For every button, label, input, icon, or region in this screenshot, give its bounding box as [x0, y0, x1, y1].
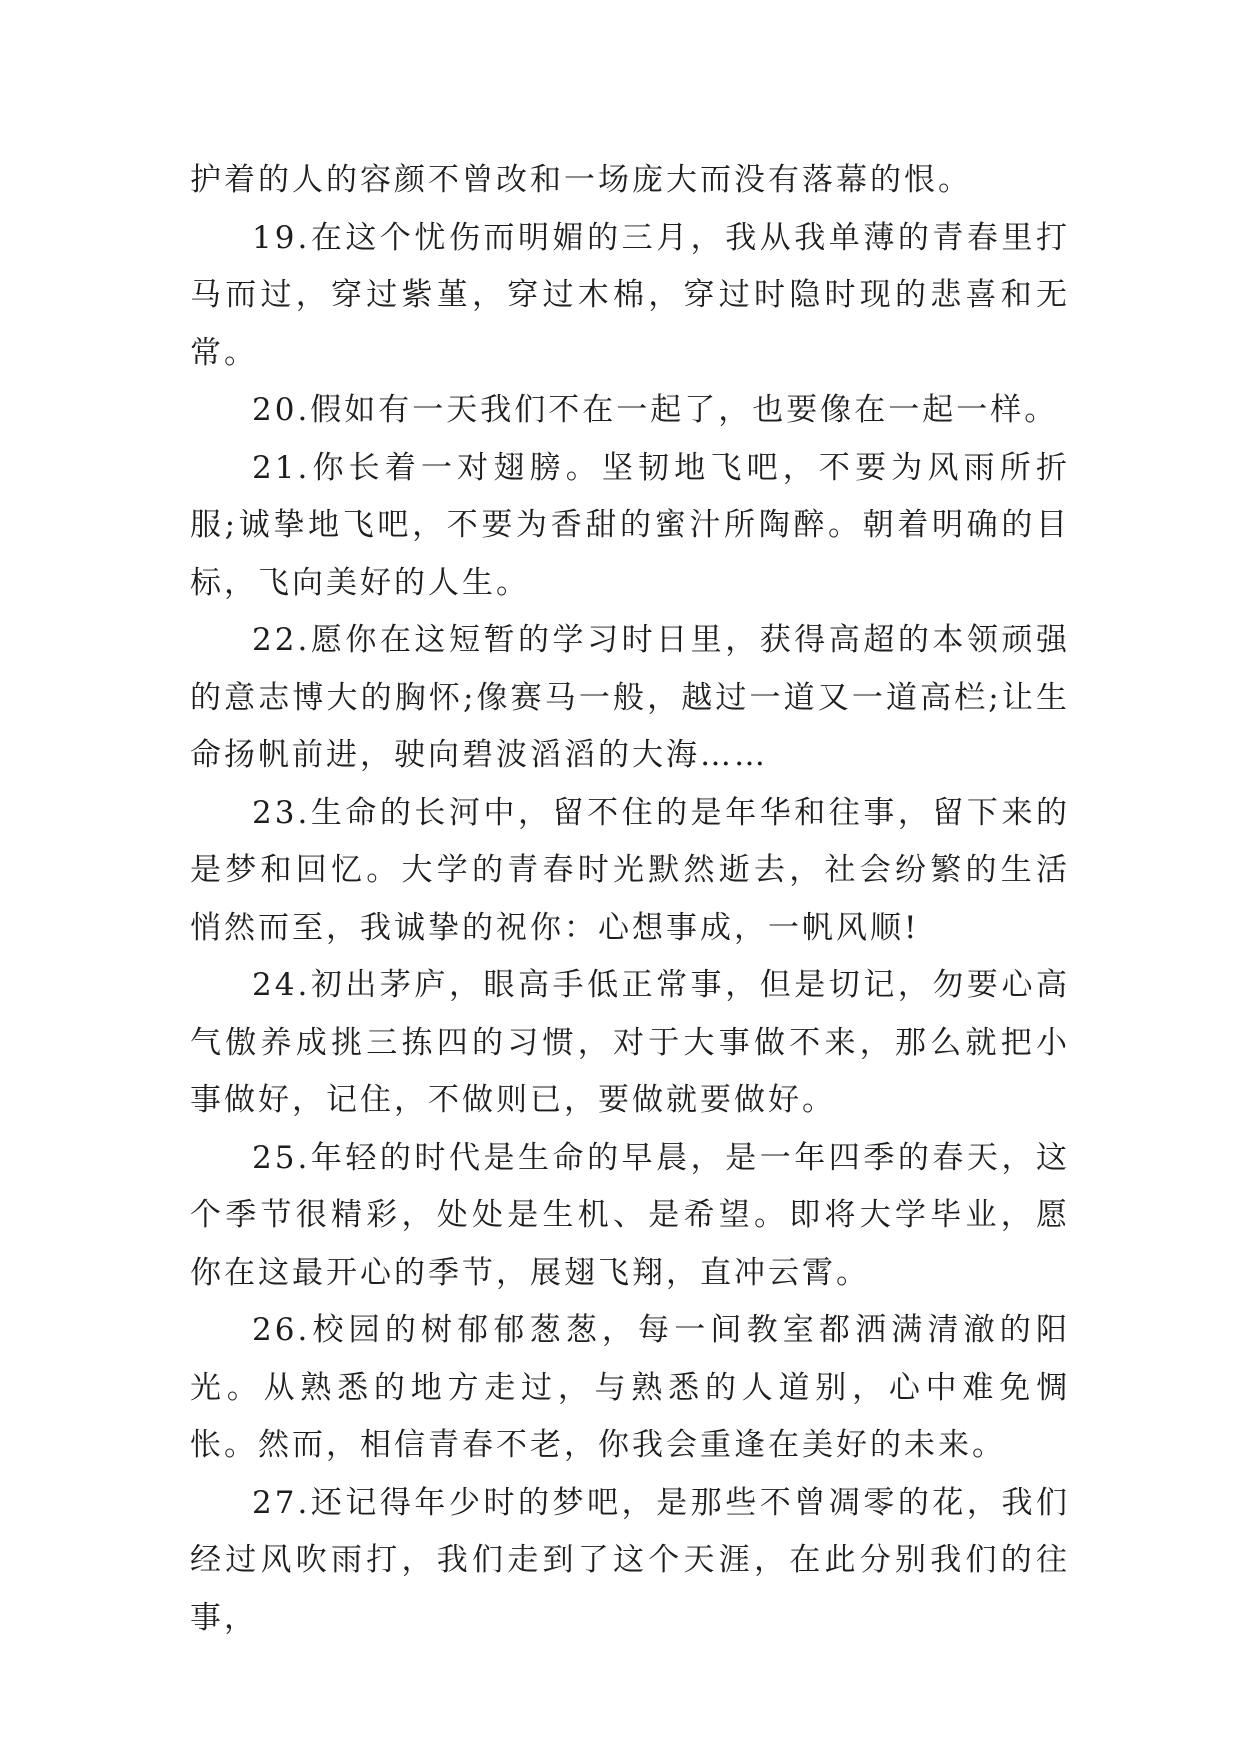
- paragraph-item-23: 23.生命的长河中，留不住的是年华和往事，留下来的是梦和回忆。大学的青春时光默然逝去，社会纷繁的生活悄然而至，我诚挚的祝你：心想事成，一帆风顺!: [190, 794, 1070, 946]
- paragraph-item-26: 26.校园的树郁郁葱葱，每一间教室都洒满清澈的阳光。从熟悉的地方走过，与熟悉的人道别，心中难免惆怅。然而，相信青春不老，你我会重逢在美好的未来。: [190, 1312, 1070, 1463]
- paragraph-item-21: 21.你长着一对翅膀。坚韧地飞吧，不要为风雨所折服;诚挚地飞吧，不要为香甜的蜜汁所陶醉。朝着明确的目标，飞向美好的人生。: [190, 449, 1070, 601]
- paragraph-item-19: 19.在这个忧伤而明媚的三月，我从我单薄的青春里打马而过，穿过紫堇，穿过木棉，穿过时隐时现的悲喜和无常。: [190, 219, 1070, 371]
- paragraph-item-24: 24.初出茅庐，眼高手低正常事，但是切记，勿要心高气傲养成挑三拣四的习惯，对于大事做不来，那么就把小事做好，记住，不做则已，要做就要做好。: [190, 967, 1070, 1118]
- paragraph-item-20: 20.假如有一天我们不在一起了，也要像在一起一样。: [252, 392, 1059, 428]
- paragraph-continuation: 护着的人的容颜不曾改和一场庞大而没有落幕的恨。: [190, 162, 972, 198]
- paragraph-item-25: 25.年轻的时代是生命的早晨，是一年四季的春天，这个季节很精彩，处处是生机、是希望。即将大学毕业，愿你在这最开心的季节，展翅飞翔，直冲云霄。: [190, 1139, 1070, 1291]
- paragraph-item-22: 22.愿你在这短暂的学习时日里，获得高超的本领顽强的意志博大的胸怀;像赛马一般，越过一道又一道高栏;让生命扬帆前进，驶向碧波滔滔的大海……: [190, 622, 1070, 773]
- document-body: [190, 152, 1070, 1647]
- paragraph-item-27: 27.还记得年少时的梦吧，是那些不曾凋零的花，我们经过风吹雨打，我们走到了这个天涯，在此分别我们的往事，: [190, 1484, 1070, 1636]
